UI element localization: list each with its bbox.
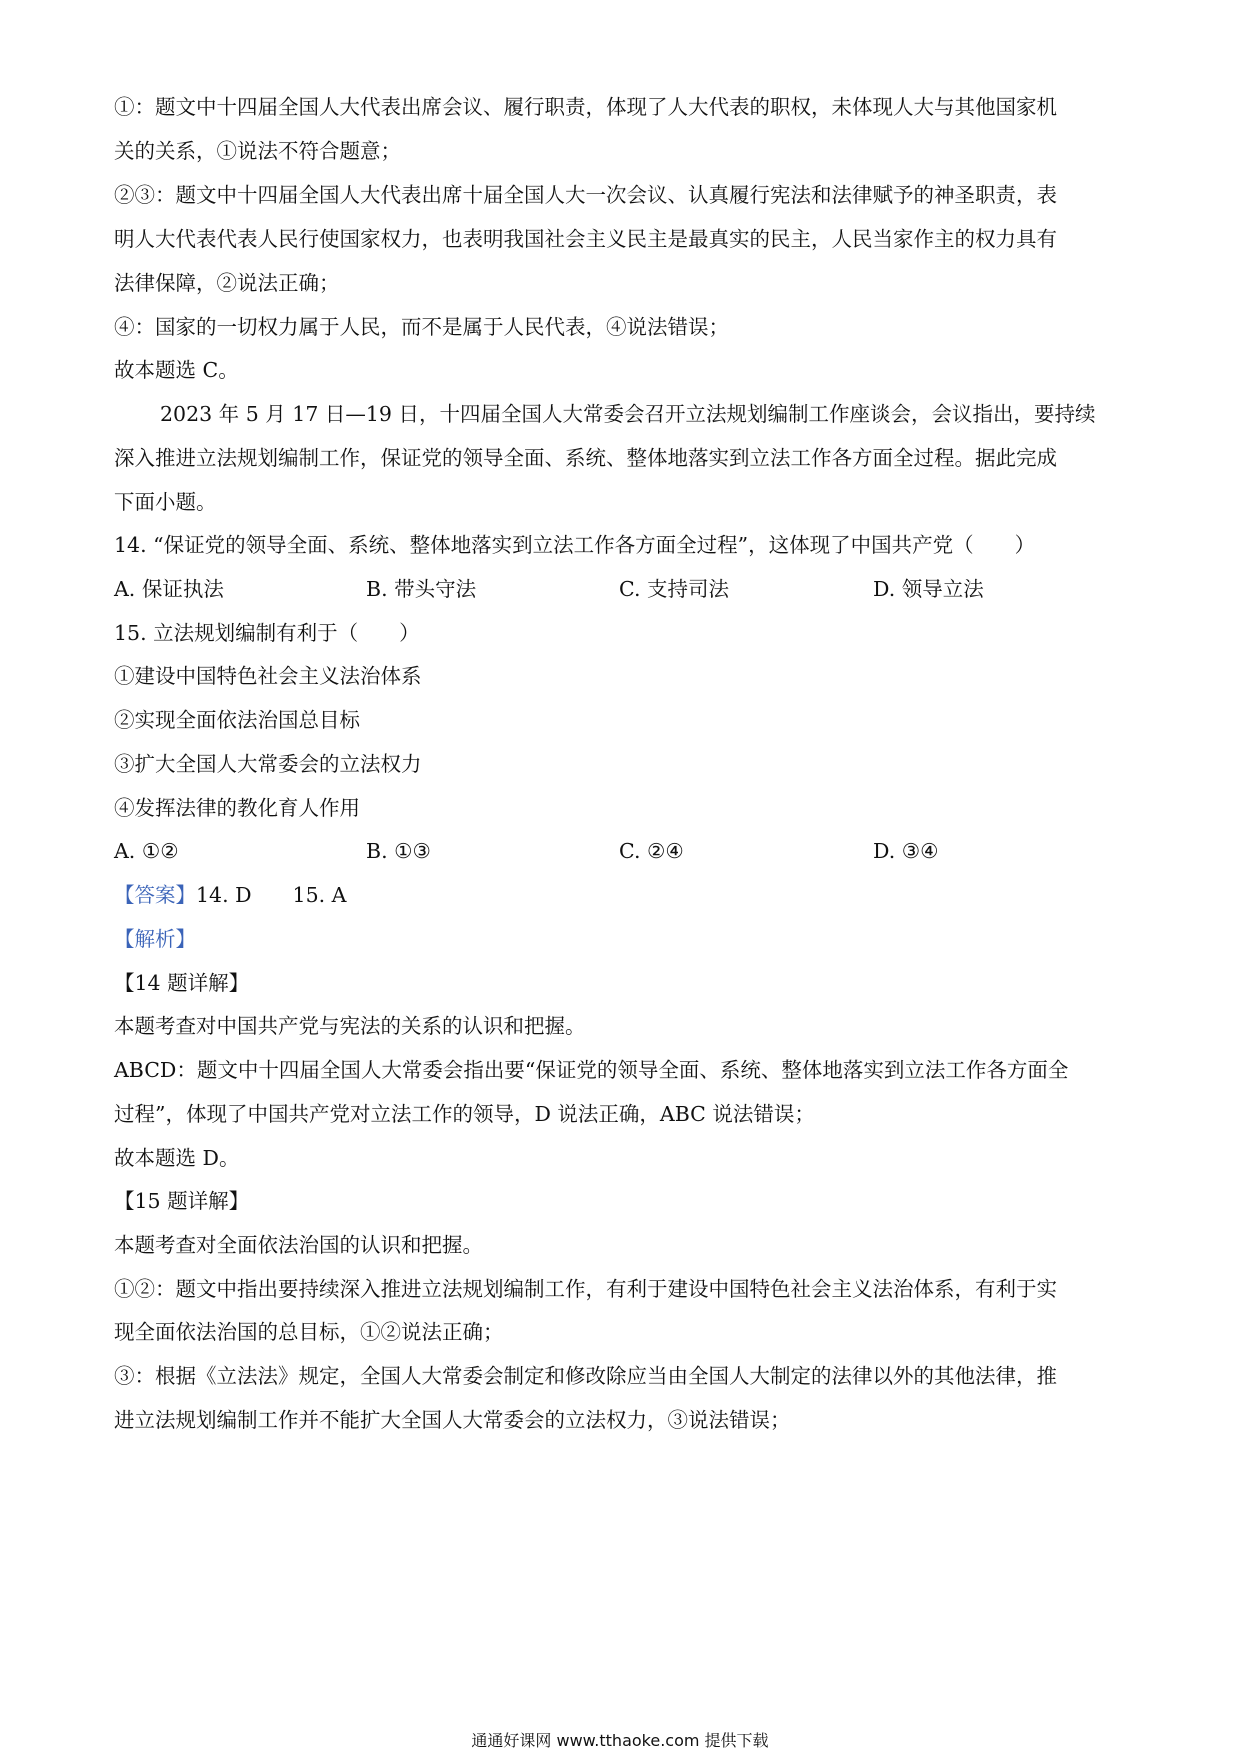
detail-15-line: 进立法规划编制工作并不能扩大全国人大常委会的立法权力，③说法错误； <box>114 1408 791 1432</box>
detail-15-line: ①②：题文中指出要持续深入推进立法规划编制工作，有利于建设中国特色社会主义法治体系，有利于实 <box>114 1277 1057 1301</box>
analysis-label: 【解析】 <box>114 927 196 951</box>
detail-14-line: 本题考查对中国共产党与宪法的关系的认识和把握。 <box>114 1014 586 1038</box>
analysis-line: ④：国家的一切权力属于人民，而不是属于人民代表，④说法错误； <box>114 315 729 339</box>
q14-option-c: C. 支持司法 <box>619 577 729 601</box>
detail-14-line: 过程”，体现了中国共产党对立法工作的领导，D 说法正确，ABC 说法错误； <box>114 1102 815 1126</box>
detail-15-line: 现全面依法治国的总目标，①②说法正确； <box>114 1320 504 1344</box>
answer-label: 【答案】 <box>114 883 196 907</box>
question-15-stem: 15. 立法规划编制有利于（ ） <box>114 621 420 645</box>
q14-option-d: D. 领导立法 <box>873 577 984 601</box>
detail-15-heading: 【15 题详解】 <box>114 1189 250 1213</box>
q15-item: ②实现全面依法治国总目标 <box>114 708 360 732</box>
analysis-line: ①：题文中十四届全国人大代表出席会议、履行职责，体现了人大代表的职权，未体现人大与其他国家机 <box>114 95 1057 119</box>
q15-item: ④发挥法律的教化育人作用 <box>114 796 360 820</box>
q15-option-c: C. ②④ <box>619 839 684 863</box>
analysis-line: 法律保障，②说法正确； <box>114 271 340 295</box>
detail-14-line: ABCD：题文中十四届全国人大常委会指出要“保证党的领导全面、系统、整体地落实到立法工作各方面全 <box>114 1058 1069 1082</box>
q15-item: ③扩大全国人大常委会的立法权力 <box>114 752 422 776</box>
q15-option-b: B. ①③ <box>366 839 431 863</box>
page-footer: 通通好课网 www.tthaoke.com 提供下载 <box>471 1731 769 1750</box>
material-line: 下面小题。 <box>114 490 217 514</box>
material-line: 深入推进立法规划编制工作，保证党的领导全面、系统、整体地落实到立法工作各方面全过程。据此完成 <box>114 446 1057 470</box>
analysis-line: 关的关系，①说法不符合题意； <box>114 139 401 163</box>
q14-option-a: A. 保证执法 <box>114 577 224 601</box>
detail-14-line: 故本题选 D。 <box>114 1146 240 1170</box>
detail-15-line: ③：根据《立法法》规定，全国人大常委会制定和修改除应当由全国人大制定的法律以外的其他法律，推 <box>114 1364 1057 1388</box>
detail-14-heading: 【14 题详解】 <box>114 971 250 995</box>
analysis-line: 故本题选 C。 <box>114 358 239 382</box>
q14-option-b: B. 带头守法 <box>366 577 477 601</box>
question-14-stem: 14. “保证党的领导全面、系统、整体地落实到立法工作各方面全过程”，这体现了中国共产党（ ） <box>114 533 1036 557</box>
analysis-line: ②③：题文中十四届全国人大代表出席十届全国人大一次会议、认真履行宪法和法律赋予的神圣职责，表 <box>114 183 1057 207</box>
answer-value: 14. D 15. A <box>196 883 347 907</box>
q15-item: ①建设中国特色社会主义法治体系 <box>114 664 422 688</box>
detail-15-line: 本题考查对全面依法治国的认识和把握。 <box>114 1233 483 1257</box>
material-line: 2023 年 5 月 17 日—19 日，十四届全国人大常委会召开立法规划编制工作座谈会，会议指出，要持续 <box>160 402 1096 426</box>
answer-line <box>114 881 346 909</box>
q15-option-a: A. ①② <box>114 839 179 863</box>
analysis-line: 明人大代表代表人民行使国家权力，也表明我国社会主义民主是最真实的民主，人民当家作主的权力具有 <box>114 227 1057 251</box>
q15-option-d: D. ③④ <box>873 839 939 863</box>
